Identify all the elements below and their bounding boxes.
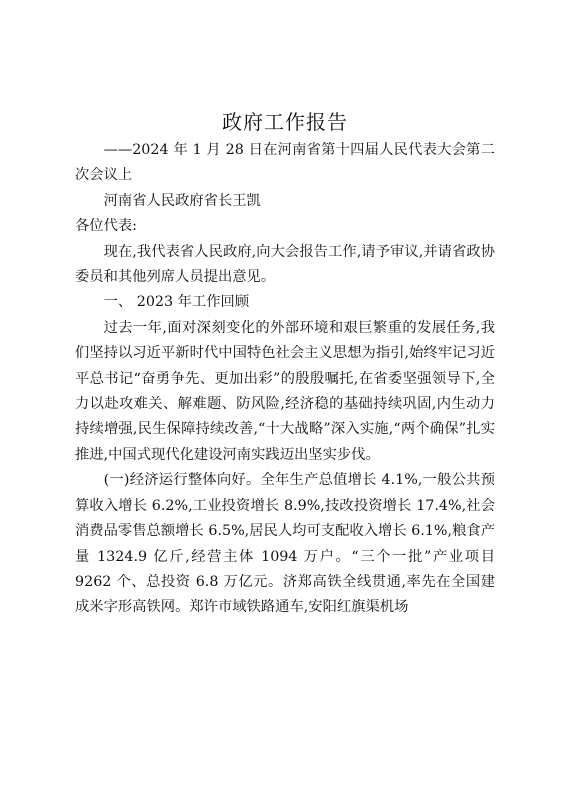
paragraph-review: 过去一年,面对深刻变化的外部环境和艰巨繁重的发展任务,我们坚持以习近平新时代中国特色社会主义思想为指引,始终牢记习近平总书记“奋勇争先、更加出彩”的殷殷嘱托,在省委坚强领导下,全力以赴攻难关、解难题、防风险,经济稳的基础持续巩固,内生动力持续增强,民生保障持续改善,“十大战略”深入实施,“两个确保”扎实推进,中国式现代化建设河南实践迈出坚实步伐。 (75, 319, 495, 463)
section-heading: 一、 2023 年工作回顾 (103, 294, 250, 311)
document-body (75, 138, 495, 621)
paragraph-intro: 现在,我代表省人民政府,向大会报告工作,请予审议,并请省政协委员和其他列席人员提出意见。 (75, 243, 495, 286)
speaker-line: 河南省人民政府省长王凯 (103, 192, 261, 209)
paragraph-economy: (一)经济运行整体向好。全年生产总值增长 4.1%,一般公共预算收入增长 6.2%,工业投资增长 8.9%,技改投资增长 17.4%,社会消费品零售总额增长 6.5%,居民人均可支配收入增长 6.1%,粮食产量 1324.9 亿斤,经营主体 1094 万户。“三个一批”产业项目 9262 个、总投资 6.8 万亿元。济郑高铁全线贯通,率先在全国建成米字形高铁网。郑许市域铁路通车,安阳红旗渠机场 (75, 472, 495, 616)
salutation: 各位代表: (75, 218, 138, 235)
document-subtitle: ——2024 年 1 月 28 日在河南省第十四届人民代表大会第二次会议上 (75, 142, 495, 184)
document-title: 政府工作报告 (222, 110, 348, 134)
